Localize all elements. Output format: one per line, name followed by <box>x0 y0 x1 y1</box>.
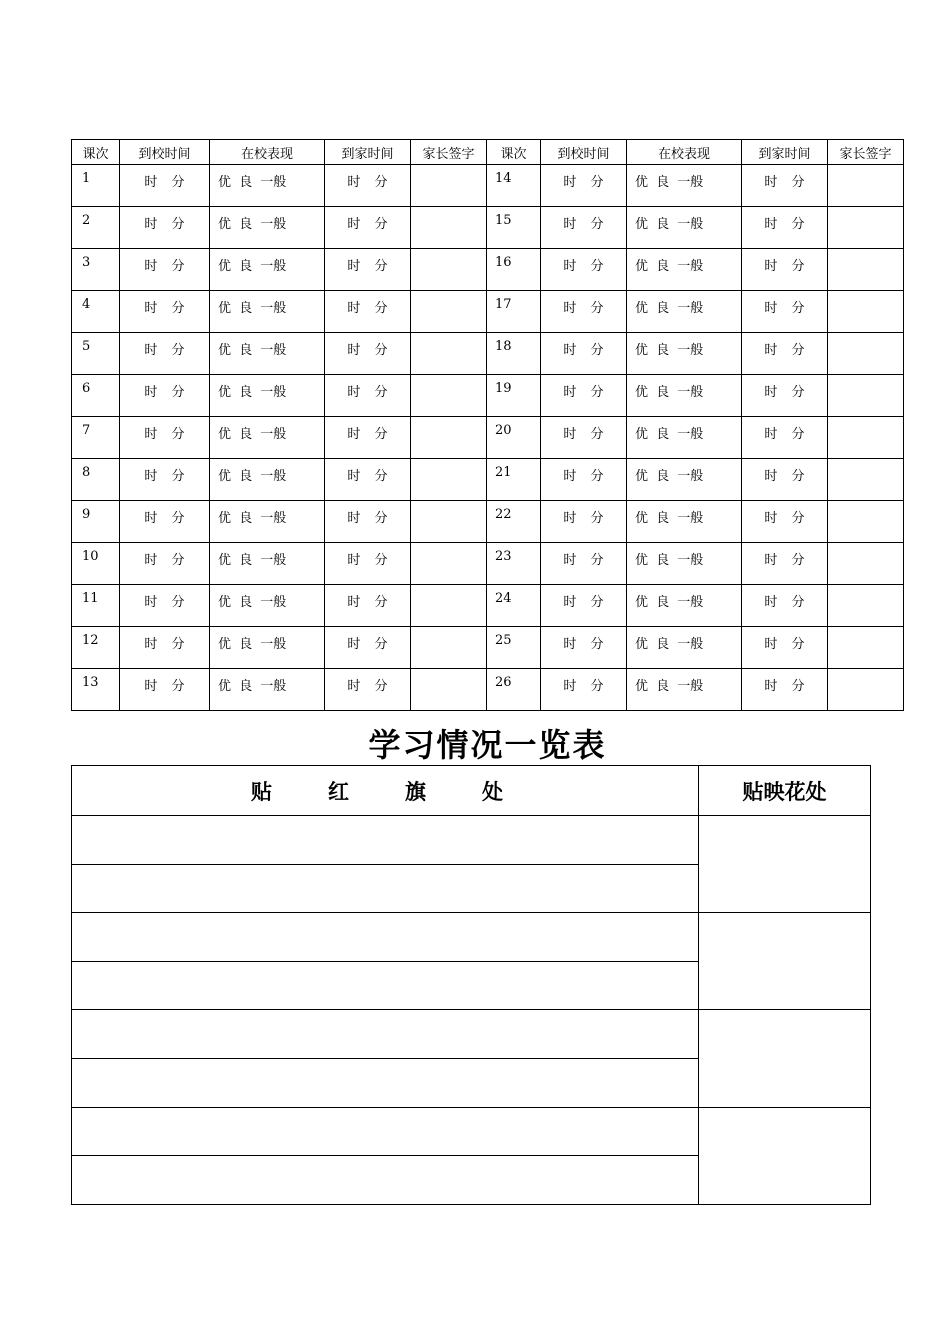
arrive-school-time-text: 时 分 <box>563 385 604 400</box>
performance-options <box>627 627 742 669</box>
arrive-home-time <box>325 291 411 333</box>
performance-options-text: 优 良 一般 <box>635 343 704 358</box>
arrive-home-time <box>742 669 828 711</box>
red-flag-cell <box>72 816 699 865</box>
arrive-home-time <box>325 501 411 543</box>
arrive-school-time-text: 时 分 <box>563 301 604 316</box>
arrive-home-time-text: 时 分 <box>764 511 805 526</box>
arrive-home-time-text: 时 分 <box>764 301 805 316</box>
page-title: 学习情况一览表 <box>368 726 607 764</box>
performance-options-text: 优 良 一般 <box>218 679 287 694</box>
arrive-school-time <box>541 165 627 207</box>
parent-signature-cell <box>828 249 904 291</box>
lesson-number <box>487 543 541 585</box>
performance-options <box>210 459 325 501</box>
red-flag-cell <box>72 1010 699 1059</box>
arrive-home-time-text: 时 分 <box>764 217 805 232</box>
arrive-home-time-text: 时 分 <box>347 595 388 610</box>
arrive-school-time-text: 时 分 <box>144 595 185 610</box>
parent-signature-cell <box>411 375 487 417</box>
parent-signature-cell <box>411 501 487 543</box>
lesson-number-text: 5 <box>82 339 91 354</box>
lesson-number-text: 2 <box>82 213 91 228</box>
arrive-home-time-text: 时 分 <box>764 637 805 652</box>
arrive-school-time-text: 时 分 <box>563 259 604 274</box>
attendance-row <box>72 585 904 627</box>
arrive-school-time <box>120 417 210 459</box>
arrive-home-time-text: 时 分 <box>347 427 388 442</box>
lesson-number <box>72 543 120 585</box>
arrive-home-time-text: 时 分 <box>347 553 388 568</box>
arrive-school-time-text: 时 分 <box>144 553 185 568</box>
header-lesson: 课次 <box>487 140 541 165</box>
performance-options-text: 优 良 一般 <box>218 595 287 610</box>
performance-options-text: 优 良 一般 <box>635 679 704 694</box>
arrive-home-time <box>325 543 411 585</box>
arrive-school-time <box>120 207 210 249</box>
attendance-row <box>72 165 904 207</box>
arrive-school-time <box>541 417 627 459</box>
arrive-home-time <box>742 249 828 291</box>
parent-signature-cell <box>411 249 487 291</box>
attendance-row <box>72 291 904 333</box>
arrive-home-time <box>325 459 411 501</box>
lesson-number <box>487 291 541 333</box>
arrive-home-time <box>742 291 828 333</box>
lesson-number <box>487 249 541 291</box>
red-flag-header-label: 贴红旗处 <box>251 778 559 804</box>
arrive-school-time-text: 时 分 <box>144 343 185 358</box>
performance-options <box>210 249 325 291</box>
performance-options-text: 优 良 一般 <box>218 553 287 568</box>
parent-signature-cell <box>828 501 904 543</box>
arrive-school-time <box>541 543 627 585</box>
arrive-school-time <box>541 501 627 543</box>
arrive-home-time <box>325 249 411 291</box>
arrive-school-time <box>120 249 210 291</box>
flower-header: 贴映花处 <box>699 766 871 816</box>
lesson-number <box>487 627 541 669</box>
performance-options-text: 优 良 一般 <box>635 301 704 316</box>
arrive-school-time <box>541 585 627 627</box>
attendance-row <box>72 417 904 459</box>
header-performance: 在校表现 <box>210 140 325 165</box>
arrive-home-time <box>325 669 411 711</box>
performance-options <box>210 291 325 333</box>
performance-options-text: 优 良 一般 <box>218 343 287 358</box>
arrive-home-time-text: 时 分 <box>764 343 805 358</box>
header-lesson: 课次 <box>72 140 120 165</box>
lesson-number-text: 23 <box>495 549 512 564</box>
arrive-school-time <box>541 207 627 249</box>
performance-options <box>210 333 325 375</box>
parent-signature-cell <box>411 459 487 501</box>
lesson-number-text: 14 <box>495 171 512 186</box>
performance-options <box>210 669 325 711</box>
lesson-number-text: 10 <box>82 549 99 564</box>
lesson-number <box>72 417 120 459</box>
arrive-school-time <box>120 543 210 585</box>
performance-options <box>627 417 742 459</box>
header-arrive-home: 到家时间 <box>742 140 828 165</box>
red-flag-cell <box>72 1058 699 1107</box>
performance-options-text: 优 良 一般 <box>218 469 287 484</box>
arrive-home-time <box>325 627 411 669</box>
performance-options-text: 优 良 一般 <box>635 259 704 274</box>
lesson-number-text: 6 <box>82 381 91 396</box>
parent-signature-cell <box>828 207 904 249</box>
arrive-home-time-text: 时 分 <box>764 259 805 274</box>
attendance-row <box>72 627 904 669</box>
parent-signature-cell <box>828 375 904 417</box>
arrive-home-time-text: 时 分 <box>764 427 805 442</box>
arrive-home-time-text: 时 分 <box>764 469 805 484</box>
lesson-number-text: 3 <box>82 255 91 270</box>
arrive-home-time <box>325 207 411 249</box>
arrive-school-time <box>120 165 210 207</box>
lesson-number-text: 15 <box>495 213 512 228</box>
performance-options-text: 优 良 一般 <box>635 385 704 400</box>
lesson-number <box>487 669 541 711</box>
performance-options-text: 优 良 一般 <box>218 511 287 526</box>
parent-signature-cell <box>828 291 904 333</box>
attendance-row <box>72 249 904 291</box>
attendance-table <box>71 139 904 711</box>
arrive-home-time-text: 时 分 <box>347 679 388 694</box>
lesson-number-text: 16 <box>495 255 512 270</box>
lesson-number <box>487 459 541 501</box>
arrive-school-time-text: 时 分 <box>144 511 185 526</box>
arrive-school-time-text: 时 分 <box>563 511 604 526</box>
performance-options <box>210 207 325 249</box>
performance-options <box>627 165 742 207</box>
parent-signature-cell <box>828 417 904 459</box>
lesson-number <box>72 669 120 711</box>
attendance-header-row <box>72 140 904 165</box>
parent-signature-cell <box>411 669 487 711</box>
lesson-number-text: 17 <box>495 297 512 312</box>
study-row <box>72 1010 871 1059</box>
arrive-home-time <box>742 165 828 207</box>
arrive-school-time <box>120 375 210 417</box>
study-header-row <box>72 766 871 816</box>
arrive-home-time <box>325 333 411 375</box>
parent-signature-cell <box>828 333 904 375</box>
lesson-number <box>72 459 120 501</box>
parent-signature-cell <box>411 627 487 669</box>
arrive-school-time <box>541 291 627 333</box>
arrive-home-time-text: 时 分 <box>764 595 805 610</box>
performance-options <box>627 333 742 375</box>
parent-signature-cell <box>828 459 904 501</box>
arrive-school-time-text: 时 分 <box>563 553 604 568</box>
performance-options <box>627 669 742 711</box>
performance-options <box>210 501 325 543</box>
arrive-school-time <box>120 669 210 711</box>
performance-options <box>210 165 325 207</box>
arrive-home-time-text: 时 分 <box>764 553 805 568</box>
red-flag-cell <box>72 1107 699 1156</box>
arrive-home-time <box>325 585 411 627</box>
arrive-home-time <box>742 501 828 543</box>
attendance-row <box>72 543 904 585</box>
parent-signature-cell <box>411 291 487 333</box>
arrive-home-time <box>742 375 828 417</box>
study-row <box>72 913 871 962</box>
arrive-school-time <box>120 585 210 627</box>
performance-options <box>210 417 325 459</box>
arrive-home-time <box>742 459 828 501</box>
performance-options <box>627 291 742 333</box>
lesson-number <box>72 627 120 669</box>
arrive-home-time-text: 时 分 <box>764 175 805 190</box>
performance-options-text: 优 良 一般 <box>218 259 287 274</box>
arrive-home-time <box>742 333 828 375</box>
arrive-home-time-text: 时 分 <box>347 511 388 526</box>
lesson-number-text: 25 <box>495 633 512 648</box>
lesson-number <box>487 375 541 417</box>
arrive-school-time-text: 时 分 <box>563 175 604 190</box>
arrive-school-time <box>120 291 210 333</box>
red-flag-cell <box>72 1156 699 1205</box>
arrive-home-time <box>742 585 828 627</box>
arrive-home-time <box>742 543 828 585</box>
lesson-number <box>487 333 541 375</box>
arrive-home-time <box>742 627 828 669</box>
arrive-school-time-text: 时 分 <box>563 637 604 652</box>
lesson-number-text: 12 <box>82 633 99 648</box>
attendance-row <box>72 501 904 543</box>
arrive-school-time-text: 时 分 <box>144 217 185 232</box>
attendance-row <box>72 375 904 417</box>
parent-signature-cell <box>828 669 904 711</box>
lesson-number-text: 26 <box>495 675 512 690</box>
lesson-number-text: 21 <box>495 465 512 480</box>
lesson-number-text: 8 <box>82 465 91 480</box>
arrive-school-time-text: 时 分 <box>144 385 185 400</box>
lesson-number <box>72 375 120 417</box>
arrive-home-time <box>325 417 411 459</box>
study-row <box>72 1107 871 1156</box>
lesson-number-text: 7 <box>82 423 91 438</box>
performance-options-text: 优 良 一般 <box>218 301 287 316</box>
arrive-home-time-text: 时 分 <box>347 469 388 484</box>
study-row <box>72 816 871 865</box>
performance-options <box>627 585 742 627</box>
parent-signature-cell <box>411 207 487 249</box>
performance-options-text: 优 良 一般 <box>218 175 287 190</box>
arrive-home-time-text: 时 分 <box>347 301 388 316</box>
parent-signature-cell <box>411 543 487 585</box>
lesson-number-text: 24 <box>495 591 512 606</box>
study-table <box>71 765 871 1205</box>
arrive-school-time <box>120 333 210 375</box>
arrive-school-time-text: 时 分 <box>563 217 604 232</box>
parent-signature-cell <box>411 165 487 207</box>
performance-options <box>627 501 742 543</box>
arrive-school-time <box>541 669 627 711</box>
arrive-school-time-text: 时 分 <box>563 343 604 358</box>
performance-options <box>627 543 742 585</box>
lesson-number-text: 13 <box>82 675 99 690</box>
lesson-number-text: 20 <box>495 423 512 438</box>
arrive-home-time-text: 时 分 <box>347 175 388 190</box>
parent-signature-cell <box>828 165 904 207</box>
performance-options <box>210 585 325 627</box>
header-parent-signature: 家长签字 <box>411 140 487 165</box>
flower-cell <box>699 913 871 1010</box>
performance-options-text: 优 良 一般 <box>635 637 704 652</box>
flower-cell <box>699 1010 871 1107</box>
performance-options-text: 优 良 一般 <box>218 385 287 400</box>
lesson-number-text: 18 <box>495 339 512 354</box>
parent-signature-cell <box>411 417 487 459</box>
lesson-number-text: 19 <box>495 381 512 396</box>
arrive-school-time <box>120 501 210 543</box>
arrive-home-time-text: 时 分 <box>764 385 805 400</box>
lesson-number-text: 4 <box>82 297 91 312</box>
attendance-row <box>72 207 904 249</box>
attendance-row <box>72 459 904 501</box>
arrive-school-time-text: 时 分 <box>144 427 185 442</box>
red-flag-cell <box>72 913 699 962</box>
lesson-number <box>72 165 120 207</box>
performance-options <box>210 375 325 417</box>
arrive-school-time-text: 时 分 <box>144 301 185 316</box>
arrive-school-time-text: 时 分 <box>144 259 185 274</box>
performance-options <box>210 543 325 585</box>
performance-options <box>627 207 742 249</box>
arrive-home-time-text: 时 分 <box>347 343 388 358</box>
lesson-number-text: 1 <box>82 171 91 186</box>
header-performance: 在校表现 <box>627 140 742 165</box>
parent-signature-cell <box>411 585 487 627</box>
performance-options <box>627 375 742 417</box>
performance-options-text: 优 良 一般 <box>635 595 704 610</box>
lesson-number <box>487 585 541 627</box>
arrive-school-time-text: 时 分 <box>144 469 185 484</box>
performance-options-text: 优 良 一般 <box>635 217 704 232</box>
arrive-home-time-text: 时 分 <box>347 259 388 274</box>
lesson-number <box>72 249 120 291</box>
parent-signature-cell <box>828 585 904 627</box>
lesson-number-text: 22 <box>495 507 512 522</box>
lesson-number <box>72 291 120 333</box>
performance-options-text: 优 良 一般 <box>218 427 287 442</box>
parent-signature-cell <box>828 627 904 669</box>
arrive-school-time-text: 时 分 <box>563 595 604 610</box>
flower-cell <box>699 816 871 913</box>
lesson-number-text: 9 <box>82 507 91 522</box>
performance-options-text: 优 良 一般 <box>635 175 704 190</box>
arrive-school-time <box>120 627 210 669</box>
lesson-number <box>487 417 541 459</box>
header-arrive-school: 到校时间 <box>120 140 210 165</box>
lesson-number-text: 11 <box>82 591 99 606</box>
red-flag-cell <box>72 864 699 913</box>
lesson-number <box>487 501 541 543</box>
lesson-number <box>487 165 541 207</box>
arrive-school-time-text: 时 分 <box>563 679 604 694</box>
lesson-number <box>72 207 120 249</box>
arrive-home-time <box>742 207 828 249</box>
arrive-home-time <box>325 375 411 417</box>
parent-signature-cell <box>828 543 904 585</box>
arrive-school-time <box>541 459 627 501</box>
lesson-number <box>487 207 541 249</box>
arrive-school-time <box>541 333 627 375</box>
arrive-school-time <box>541 249 627 291</box>
performance-options-text: 优 良 一般 <box>635 469 704 484</box>
lesson-number <box>72 585 120 627</box>
arrive-school-time-text: 时 分 <box>563 469 604 484</box>
red-flag-cell <box>72 961 699 1010</box>
arrive-school-time-text: 时 分 <box>563 427 604 442</box>
lesson-number <box>72 333 120 375</box>
lesson-number <box>72 501 120 543</box>
performance-options-text: 优 良 一般 <box>218 217 287 232</box>
arrive-school-time-text: 时 分 <box>144 679 185 694</box>
performance-options-text: 优 良 一般 <box>635 427 704 442</box>
performance-options-text: 优 良 一般 <box>635 511 704 526</box>
arrive-school-time <box>541 627 627 669</box>
arrive-school-time-text: 时 分 <box>144 637 185 652</box>
arrive-home-time-text: 时 分 <box>347 217 388 232</box>
performance-options-text: 优 良 一般 <box>218 637 287 652</box>
attendance-row <box>72 333 904 375</box>
attendance-row <box>72 669 904 711</box>
arrive-school-time-text: 时 分 <box>144 175 185 190</box>
header-parent-signature: 家长签字 <box>828 140 904 165</box>
arrive-school-time <box>120 459 210 501</box>
arrive-home-time-text: 时 分 <box>347 385 388 400</box>
flower-cell <box>699 1107 871 1204</box>
arrive-school-time <box>541 375 627 417</box>
parent-signature-cell <box>411 333 487 375</box>
arrive-home-time-text: 时 分 <box>764 679 805 694</box>
arrive-home-time-text: 时 分 <box>347 637 388 652</box>
performance-options <box>210 627 325 669</box>
performance-options <box>627 459 742 501</box>
header-arrive-school: 到校时间 <box>541 140 627 165</box>
arrive-home-time <box>325 165 411 207</box>
performance-options <box>627 249 742 291</box>
arrive-home-time <box>742 417 828 459</box>
red-flag-header <box>72 766 699 816</box>
performance-options-text: 优 良 一般 <box>635 553 704 568</box>
header-arrive-home: 到家时间 <box>325 140 411 165</box>
